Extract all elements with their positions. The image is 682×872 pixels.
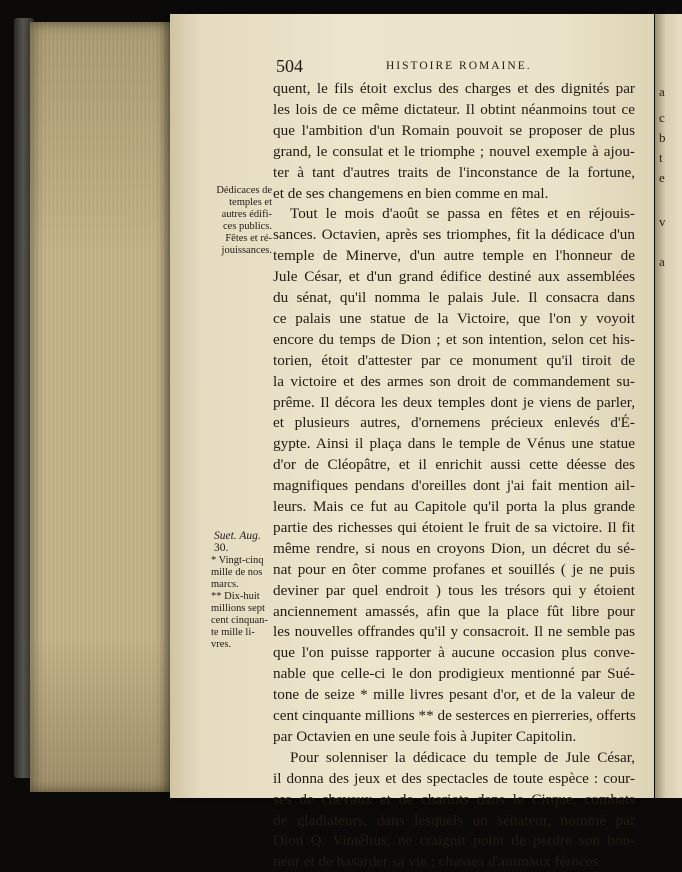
body-line: partie des richesses qui étoient le fruit de sa victoire. Il fit	[273, 518, 635, 536]
body-line: ses de chevaux et de chariots dans le Cirque, combats	[273, 790, 635, 808]
body-line: temple de Minerve, d'un autre temple en l'honneur de	[273, 247, 635, 265]
body-line: que l'on puisse rapporter à aucune occasion plus conve-	[273, 644, 635, 662]
body-line: par Octavien en une seule fois à Jupiter Capitolin.	[273, 727, 577, 745]
running-title: HISTOIRE ROMAINE.	[386, 60, 532, 72]
body-line: leurs. Mais ce fut au Capitole qu'il porta la plus grande	[273, 498, 635, 515]
body-line: anciennement amassés, afin que la place fût libre pour	[273, 602, 635, 620]
body-line: gypte. Ainsi il plaça dans le temple de Vénus une statue	[273, 435, 635, 453]
body-line: nable que celle-ci le don prodigieux mentionné par Sué-	[273, 665, 635, 683]
margin-note-dedicaces	[184, 185, 272, 257]
body-line: du sénat, qu'il nomma le palais Jule. Il consacra dans	[273, 289, 635, 306]
body-line: cent cinquante millions ** de sesterces en pierreries, offerts	[273, 707, 636, 724]
margin-note-line: * Vingt-cinq	[211, 555, 264, 566]
body-line: et plusieurs autres, d'ornemens précieux enlevés d'É-	[273, 414, 635, 432]
body-line: prême. Il décora les deux temples dont je viens de parler,	[273, 393, 635, 411]
body-line: nat pour en ôter comme profanes et souillés ( je ne puis	[273, 560, 635, 578]
running-head	[276, 58, 646, 78]
margin-note-line: cent cinquan-	[211, 615, 268, 626]
margin-note-line: vres.	[211, 639, 232, 650]
next-page-fragment: t	[659, 150, 663, 165]
margin-note-line: Fêtes et ré-	[225, 233, 272, 244]
body-line: encore du temps de Dion ; et son intention, selon cet his-	[273, 330, 635, 348]
body-line: les lois de ce même dictateur. Il obtint néanmoins tout ce	[273, 100, 635, 118]
margin-note-line: autres édifi-	[221, 209, 272, 220]
margin-note-suetonius	[214, 530, 302, 554]
body-line: deviner par quel endroit ) tous les trésors qui y étoient	[273, 581, 635, 599]
body-line: neur et de hasarder sa vie ; chasses d'animaux féroces	[273, 853, 599, 871]
margin-note-line: Dédicaces de	[216, 185, 272, 196]
body-line: la victoire et des armes son droit de commandement su-	[273, 372, 635, 390]
body-line: et de ses changemens en bien comme en mal.	[273, 184, 549, 202]
margin-note-line: ** Dix-huit	[211, 591, 260, 602]
next-page-fragment: a	[659, 84, 665, 99]
body-line: tone de seize * mille livres pesant d'or, et de la valeur de	[273, 686, 635, 704]
body-line: Dion Q. Vintélius, ne craignit point de perdre son hon-	[273, 832, 635, 850]
body-line: ce palais une statue de la Victoire, que l'on y voyoit	[273, 309, 635, 327]
body-line: de gladiateurs, dans lesquels un sénateur, nommé par	[273, 811, 635, 829]
page-number: 504	[276, 56, 303, 76]
next-page-fragment: v	[659, 214, 666, 229]
margin-note-footnotes	[211, 555, 299, 651]
margin-note-line: te mille li-	[211, 627, 255, 638]
next-page-edge	[655, 14, 682, 798]
body-line: grand, le consulat et le triomphe ; nouvel exemple à ajou-	[273, 142, 635, 160]
body-line: d'or de Cléopâtre, et il enrichit aussi cette déesse des	[273, 456, 635, 474]
body-line: même rendre, si nous en croyons Dion, un décret du sé-	[273, 539, 635, 557]
body-line: sances. Octavien, après ses triomphes, fit la dédicace d'un	[273, 226, 635, 244]
next-page-fragment: a	[659, 254, 665, 269]
body-line: torien, étoit d'attester par ce monument qu'il tiroit de	[273, 351, 635, 369]
next-page-fragment: b	[659, 130, 666, 145]
next-page-fragment: e	[659, 170, 665, 185]
body-line: Pour solenniser la dédicace du temple de Jule César,	[290, 748, 635, 766]
margin-note-line: 30.	[214, 542, 229, 554]
margin-note-line: marcs.	[211, 579, 239, 590]
margin-note-line: jouissances.	[221, 245, 272, 256]
margin-note-line: mille de nos	[211, 567, 263, 578]
margin-note-line: ces publics.	[223, 221, 272, 232]
body-line: il donna des jeux et des spectacles de toute espèce : cour-	[273, 769, 635, 787]
body-line: magnifiques pendans d'oreilles dont j'ai fait mention ail-	[273, 477, 635, 495]
margin-note-line: millions sept	[211, 603, 265, 614]
body-line: les nouvelles offrandes qu'il y consacroit. Il ne semble pas	[273, 623, 635, 641]
body-line: que l'ambition d'un Romain pouvoit se proposer de plus	[273, 121, 635, 139]
body-line: Tout le mois d'août se passa en fêtes et en réjouis-	[290, 205, 635, 223]
body-line: ter à tant d'autres traits de l'inconstance de la fortune,	[273, 163, 635, 181]
body-line: quent, le fils étoit exclus des charges et des dignités par	[273, 80, 635, 97]
page-edges-shade	[30, 22, 180, 792]
margin-note-line: temples et	[229, 197, 272, 208]
body-line: Jule César, et d'un grand édifice destiné aux assemblées	[273, 268, 635, 286]
next-page-fragment: c	[659, 110, 665, 125]
margin-note-line: Suet. Aug.	[214, 530, 261, 542]
